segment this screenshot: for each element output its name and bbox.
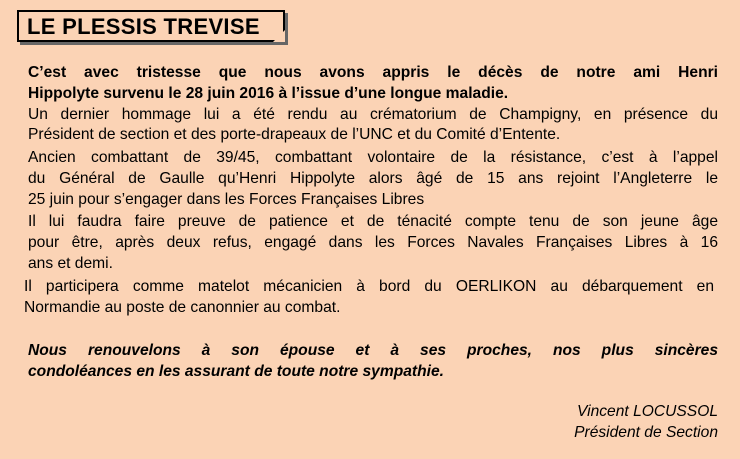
para1-line-2: Président de section et des porte-drapeaux de l’UNC et du Comité d’Entente. [28,126,561,143]
para3-line-1: Il lui faudra faire preuve de patience et de ténacité compte tenu de son jeune âge [28,213,718,230]
title-box [17,10,285,42]
para3-line-3: ans et demi. [28,255,113,272]
para2-line-3: 25 juin pour s’engager dans les Forces Françaises Libres [28,191,425,208]
para1-line-1: Un dernier hommage lui a été rendu au crématorium de Champigny, en présence du [28,106,718,123]
condolences-line-2: condoléances en les assurant de toute notre sympathie. [28,363,444,380]
para3-line-2: pour être, après deux refus, engagé dans les Forces Navales Françaises Libres à 16 [28,234,718,251]
signature-role: Président de Section [574,424,718,441]
page-title: LE PLESSIS TREVISE [27,14,260,39]
intro-line-1: C’est avec tristesse que nous avons appris le décès de notre ami Henri [28,64,718,81]
para2-line-1: Ancien combattant de 39/45, combattant volontaire de la résistance, c’est à l’appel [28,149,718,166]
para2-line-2: du Général de Gaulle qu’Henri Hippolyte alors âgé de 15 ans rejoint l’Angleterre le [28,170,718,187]
signature-name: Vincent LOCUSSOL [577,403,718,420]
para4-line-2: Normandie au poste de canonnier au combat. [24,299,341,316]
para4-line-1: Il participera comme matelot mécanicien à bord du OERLIKON au débarquement en [24,278,714,295]
intro-line-2: Hippolyte survenu le 28 juin 2016 à l’issue d’une longue maladie. [28,85,509,102]
condolences-line-1: Nous renouvelons à son épouse et à ses proches, nos plus sincères [28,342,718,359]
folded-corner [273,30,285,42]
